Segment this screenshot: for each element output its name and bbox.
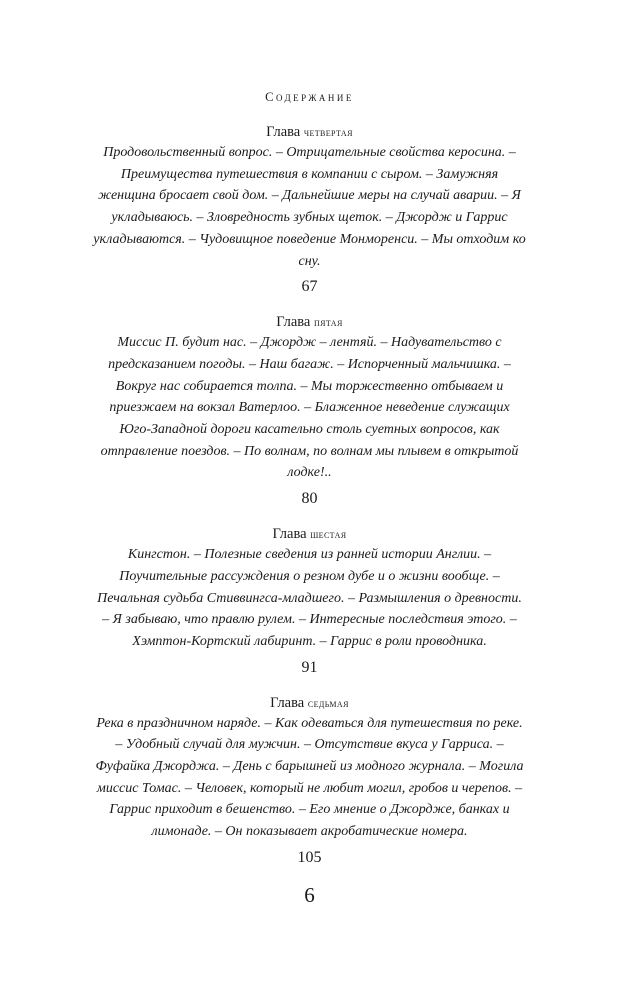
chapter-summary: Продовольственный вопрос. – Отрицательные свойства керосина. – Преимущества путешествия в компании с сыром. – Замужняя женщина бросает свой дом. – Дальнейшие меры на случай аварии. – Я укладываюсь. – Зловредность зубных щеток. – Джордж и Гаррис укладываются. – Чудовищное поведение Монморенси. – Мы отходим ко сну. — [93, 145, 526, 269]
chapter-summary: Кингстон. – Полезные сведения из ранней истории Англии. – Поучительные рассуждения о резном дубе и о жизни вообще. – Печальная судьба Стиввингса-младшего. – Размышления о древности. – Я забываю, что правлю рулем. – Интересные последствия этого. – Хэмптон-Кортский лабиринт. – Гаррис в роли проводника. — [97, 547, 522, 649]
toc-entry-chapter-6 — [93, 525, 526, 680]
chapter-summary: Река в праздничном наряде. – Как одеваться для путешествия по реке. – Удобный случай для мужчин. – Отсутствие вкуса у Гарриса. – Фуфайка Джорджа. – День с барышней из модного журнала. – Могила миссис Томас. – Человек, который не любит могил, гробов и черепов. – Гаррис приходит в бешенство. – Его мнение о Джордже, банках и лимонаде. – Он показывает акробатические номера. — [95, 715, 524, 840]
chapter-summary: Миссис П. будит нас. – Джордж – лентяй. – Надувательство с предсказанием погоды. – Наш багаж. – Испорченный мальчишка. – Вокруг нас собирается толпа. – Мы торжественно отбываем и приезжаем на вокзал Ватерлоо. – Блаженное неведение служащих Юго-Западной дороги касательно столь суетных вопросов, как отправление поездов. – По волнам, по волнам мы плывем в открытой лодке!.. — [100, 335, 519, 481]
chapter-page-number: 105 — [297, 848, 322, 866]
chapter-page-number: 91 — [301, 658, 318, 676]
toc-entry-chapter-7 — [93, 694, 526, 870]
chapter-title — [93, 123, 526, 141]
chapter-ordinal: седьмая — [307, 695, 349, 710]
chapter-title — [93, 694, 526, 712]
chapter-word: Глава — [266, 124, 301, 140]
running-head: Содержание — [265, 90, 354, 104]
page-folio: 6 — [304, 883, 315, 907]
chapter-page-number: 67 — [301, 278, 318, 296]
toc-entry-chapter-4 — [93, 123, 526, 299]
chapter-ordinal: шестая — [310, 527, 347, 542]
chapter-word: Глава — [276, 314, 311, 331]
chapter-page-number: 80 — [301, 490, 318, 508]
toc-entry-chapter-5 — [93, 313, 526, 511]
chapter-title — [93, 525, 526, 543]
chapter-ordinal: четвертая — [303, 125, 353, 139]
chapter-word: Глава — [270, 694, 305, 711]
chapter-title — [93, 313, 526, 331]
table-of-contents — [93, 123, 526, 870]
chapter-ordinal: пятая — [313, 315, 343, 330]
chapter-word: Глава — [272, 526, 307, 543]
